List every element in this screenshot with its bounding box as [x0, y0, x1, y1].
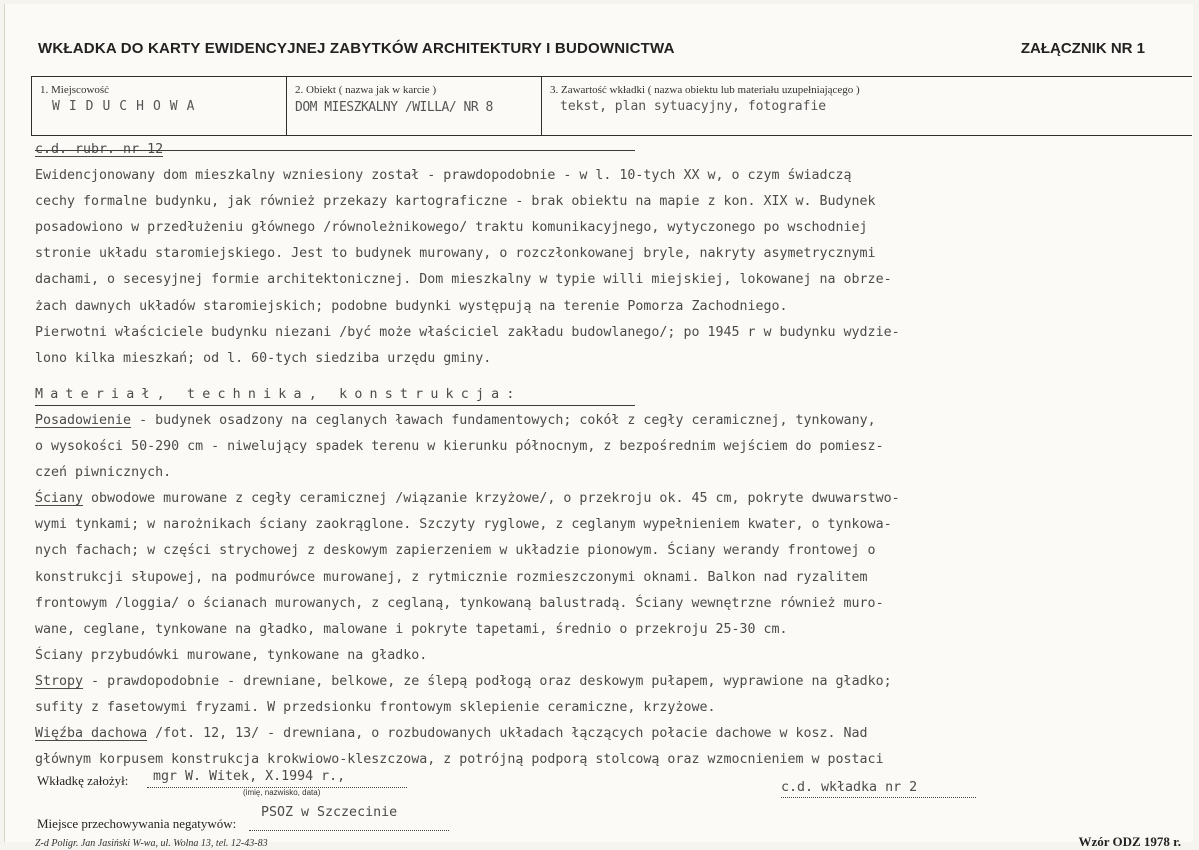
text-line: o wysokości 50-290 cm - niwelujący spadek terenu w kierunku północnym, z bezpośrednim wejściem do pomiesz- — [35, 439, 884, 455]
text-line: głównym korpusem konstrukcja krokwiowo-kleszczowa, z potrójną podporą stolcową oraz wzmocnieniem w postaci — [35, 752, 884, 768]
text-line: lono kilka mieszkań; od l. 60-tych siedziba urzędu gminy. — [35, 350, 492, 366]
text-segment: - budynek osadzony na ceglanych ławach fundamentowych; cokół z cegły ceramicznej, tynkowany, — [131, 412, 876, 428]
text-line: sufity z fasetowymi fryzami. W przedsionku frontowym sklepienie ceramiczne, krzyżowe. — [35, 699, 716, 715]
text-line: czeń piwnicznych. — [35, 465, 172, 481]
spacer — [35, 372, 1185, 382]
text-line: stronie układu staromiejskiego. Jest to budynek murowany, o rozczłonkowanej bryle, nakryty asymetrycznymi — [35, 246, 876, 262]
attachment-number: ZAŁĄCZNIK NR 1 — [1020, 40, 1145, 57]
posadowienie-line — [35, 408, 1185, 434]
sciany-term: Ściany — [35, 491, 84, 507]
text-line: dachami, o secesyjnej formie architektonicznej. Dom mieszkalny w typie willi miejskiej, lokowanej na obrze- — [35, 272, 892, 288]
negatives-label: Miejsce przechowywania negatywów: — [37, 816, 237, 831]
locality-cell — [32, 77, 287, 135]
object-cell — [287, 77, 542, 135]
form-title: WKŁADKA DO KARTY EWIDENCYJNEJ ZABYTKÓW ARCHITEKTURY I BUDOWNICTWA — [38, 40, 675, 57]
text-line: konstrukcji słupowej, na podmurówce murowanej, z rytmicznie rozmieszczonymi oknami. Balkon nad ryzalitem — [35, 569, 868, 585]
text-line: cechy formalne budynku, jak również przekazy kartograficzne - brak obiektu na mapie z kon. XIX w. Budynek — [35, 194, 876, 210]
typed-body — [35, 137, 1185, 773]
object-label: 2. Obiekt ( nazwa jak w karcie ) — [295, 84, 437, 96]
wiezba-line — [35, 721, 1185, 747]
contents-value: tekst, plan sytuacyjny, fotografie — [560, 99, 827, 114]
text-line: wymi tynkami; w narożnikach ściany zaokrąglone. Szczyty ryglowe, z ceglanym wypełnieniem kwater, o tynkowa- — [35, 517, 892, 533]
rubric-rule — [35, 150, 635, 151]
author-value: mgr W. Witek, X.1994 r., — [153, 769, 346, 784]
sciany-line — [35, 486, 1185, 512]
text-segment: obwodowe murowane z cegły ceramicznej /wiązanie krzyżowe/, o przekroju ok. 45 cm, pokryte dwuwarstwo- — [83, 491, 900, 507]
text-line: Pierwotni właściciele budynku niezani /być może właściciel zakładu budowlanego/; po 1945 r w budynku wydzie- — [35, 324, 900, 340]
text-line: żach dawnych układów staromiejskich; podobne budynki występują na terenie Pomorza Zachodniego. — [35, 298, 788, 314]
author-label: Wkładkę założył: — [37, 773, 129, 788]
text-line: frontowym /loggia/ o ścianach murowanych, z ceglaną, tynkowaną balustradą. Ściany wewnętrzne również muro- — [35, 595, 884, 611]
record-card — [4, 4, 1193, 849]
negatives-value: PSOZ w Szczecinie — [261, 805, 398, 820]
material-rule — [35, 405, 635, 406]
material-heading: Materiał, technika, konstrukcja: — [35, 386, 522, 402]
stropy-term: Stropy — [35, 673, 84, 689]
negatives-line — [249, 830, 449, 831]
wiezba-term: Więźba dachowa — [35, 726, 148, 742]
rubric-ref: c.d. rubr. nr 12 — [35, 142, 164, 157]
posadowienie-term: Posadowienie — [35, 412, 132, 428]
author-hint: (imię, nazwisko, data) — [243, 788, 321, 797]
printer-imprint: Z-d Poligr. Jan Jasiński W-wa, ul. Wolna 13, tel. 12-43-83 — [35, 838, 268, 849]
text-line: nych fachach; w części strychowej z deskowym zapierzeniem w układzie pionowym. Ściany werandy frontowej o — [35, 543, 876, 559]
locality-value: WIDUCHOWA — [52, 99, 204, 114]
continued-note: c.d. wkładka nr 2 — [781, 780, 918, 795]
stropy-line — [35, 669, 1185, 695]
contents-label: 3. Zawartość wkładki ( nazwa obiektu lub materiału uzupełniającego ) — [550, 84, 860, 96]
text-line: Ściany przybudówki murowane, tynkowane na gładko. — [35, 647, 428, 663]
text-line: Ewidencjonowany dom mieszkalny wzniesiony został - prawdopodobnie - w l. 10-tych XX w, o czym świadczą — [35, 168, 852, 184]
text-segment: /fot. 12, 13/ - drewniana, o rozbudowanych układach łączących połacie dachowe w kosz. Nad — [147, 726, 868, 742]
text-segment: - prawdopodobnie - drewniane, belkowe, ze ślepą podłogą oraz deskowym pułapem, wyprawione na gładko; — [83, 673, 892, 689]
fields-table — [31, 76, 1192, 136]
object-value: DOM MIESZKALNY /WILLA/ NR 8 — [295, 100, 493, 115]
locality-label: 1. Miejscowość — [40, 84, 110, 96]
contents-cell — [542, 77, 1192, 135]
form-model: Wzór ODZ 1978 r. — [1078, 834, 1181, 849]
continued-underline — [781, 797, 976, 798]
text-line: wane, ceglane, tynkowane na gładko, malowane i pokryte tapetami, średnio o przekroju 25-30 cm. — [35, 621, 788, 637]
text-line: posadowiono w przedłużeniu głównego /równoleżnikowego/ traktu komunikacyjnego, wytyczonego po wschodniej — [35, 220, 868, 236]
